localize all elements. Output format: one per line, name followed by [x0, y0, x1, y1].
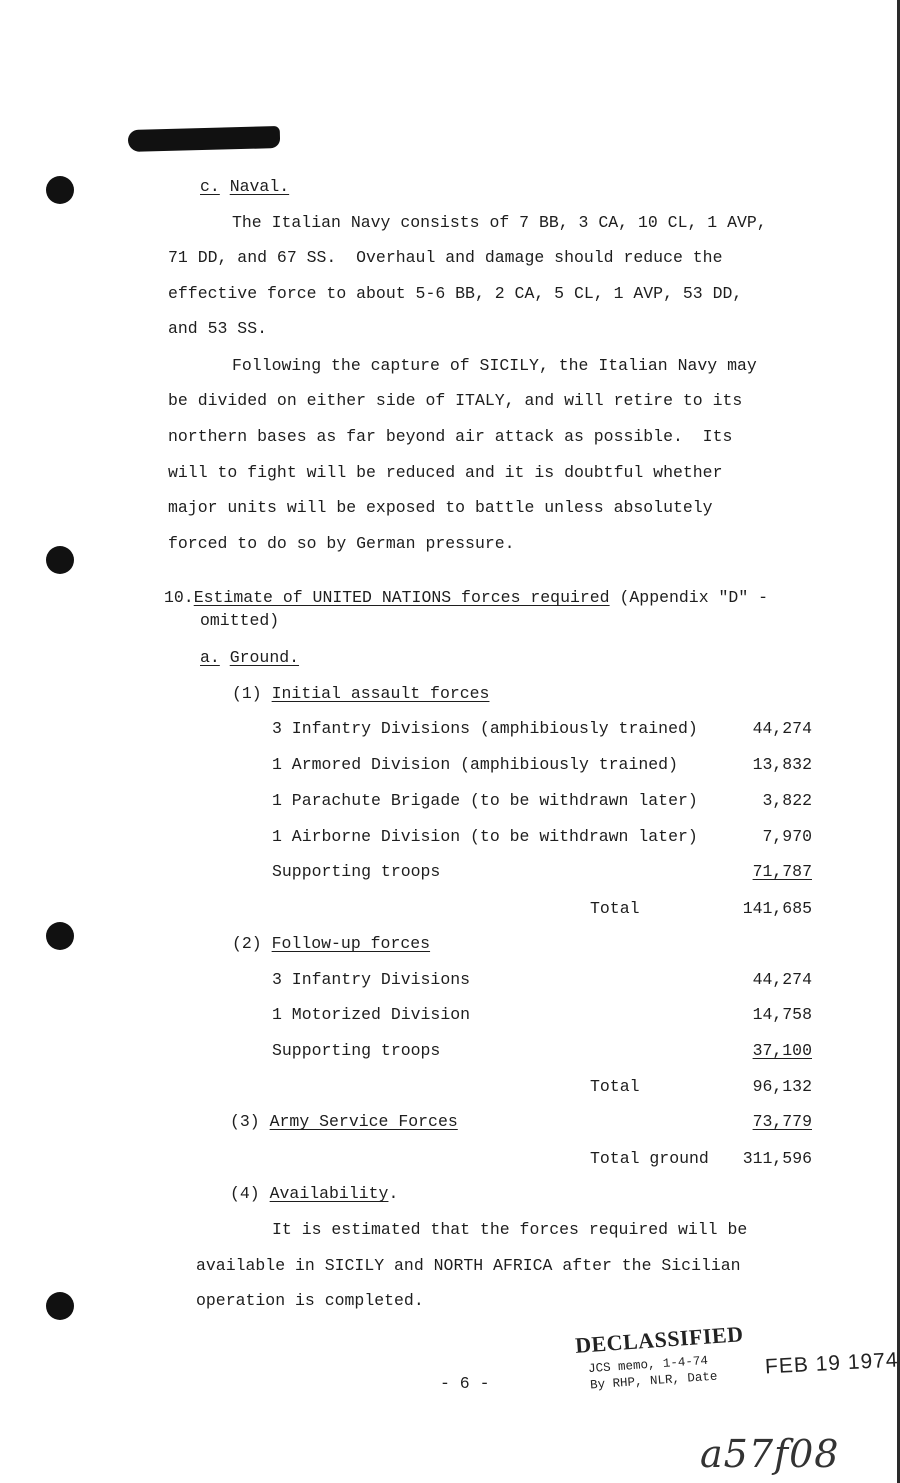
force-row-value: 7,970 [762, 827, 812, 846]
force-row-desc: 1 Motorized Division [272, 1005, 471, 1024]
section-10-heading: 10.Estimate of UNITED NATIONS forces required (Appendix "D" - [164, 588, 769, 607]
text-line: It is estimated that the forces required will be [272, 1220, 748, 1239]
text-line: operation is completed. [196, 1291, 424, 1310]
force-row-value: 14,758 [752, 1005, 812, 1024]
handwritten-code: a57f08 [700, 1432, 840, 1476]
text-line: will to fight will be reduced and it is doubtful whether [168, 463, 723, 482]
force-row-value: 44,274 [752, 970, 812, 989]
text-line: and 53 SS. [168, 319, 268, 338]
total-label: Total [590, 1077, 640, 1096]
initial-assault-heading: (1) Initial assault forces [232, 684, 490, 703]
force-row-desc: Supporting troops [272, 862, 441, 881]
page-number: - 6 - [440, 1374, 490, 1393]
punch-hole [46, 922, 74, 950]
section-10-heading-cont: omitted) [200, 611, 280, 630]
force-row-desc: 3 Infantry Divisions (amphibiously trained) [272, 719, 698, 738]
force-row-value: 44,274 [752, 719, 812, 738]
force-row-desc: 1 Parachute Brigade (to be withdrawn later) [272, 791, 698, 810]
text-line: be divided on either side of ITALY, and will retire to its [168, 391, 743, 410]
text-line: available in SICILY and NORTH AFRICA after the Sicilian [196, 1256, 741, 1275]
text-line: forced to do so by German pressure. [168, 534, 515, 553]
total-ground-label: Total ground [590, 1149, 709, 1168]
naval-heading: c. Naval. [200, 177, 290, 196]
force-row-desc: Supporting troops [272, 1041, 441, 1060]
force-row-value: 37,100 [752, 1041, 812, 1060]
punch-hole [46, 1292, 74, 1320]
stamp-authority-line: By RHP, NLR, Date [589, 1369, 718, 1393]
redaction-mark [128, 126, 281, 152]
force-row-value: 3,822 [762, 791, 812, 810]
force-row-desc: 3 Infantry Divisions [272, 970, 471, 989]
asf-value: 73,779 [752, 1112, 812, 1131]
punch-hole [46, 546, 74, 574]
total-label: Total [590, 899, 640, 918]
punch-hole [46, 176, 74, 204]
ground-heading: a. Ground. [200, 648, 300, 667]
stamp-date: FEB 19 1974 [764, 1348, 900, 1379]
declassified-stamp: DECLASSIFIED [574, 1321, 745, 1358]
total-value: 141,685 [742, 899, 812, 918]
availability-heading: (4) Availability. [230, 1184, 399, 1203]
force-row-value: 13,832 [752, 755, 812, 774]
text-line: major units will be exposed to battle unless absolutely [168, 498, 713, 517]
force-row-desc: 1 Armored Division (amphibiously trained) [272, 755, 678, 774]
force-row-value: 71,787 [752, 862, 812, 881]
text-line: Following the capture of SICILY, the Italian Navy may [232, 356, 757, 375]
asf-heading: (3) Army Service Forces [230, 1112, 458, 1131]
follow-up-heading: (2) Follow-up forces [232, 934, 431, 953]
text-line: 71 DD, and 67 SS. Overhaul and damage should reduce the [168, 248, 723, 267]
text-line: effective force to about 5-6 BB, 2 CA, 5 CL, 1 AVP, 53 DD, [168, 284, 743, 303]
force-row-desc: 1 Airborne Division (to be withdrawn later) [272, 827, 698, 846]
total-ground-value: 311,596 [742, 1149, 812, 1168]
text-line: The Italian Navy consists of 7 BB, 3 CA, 10 CL, 1 AVP, [232, 213, 767, 232]
stamp-memo-line: JCS memo, 1-4-74 [587, 1353, 709, 1377]
total-value: 96,132 [752, 1077, 812, 1096]
text-line: northern bases as far beyond air attack as possible. Its [168, 427, 733, 446]
